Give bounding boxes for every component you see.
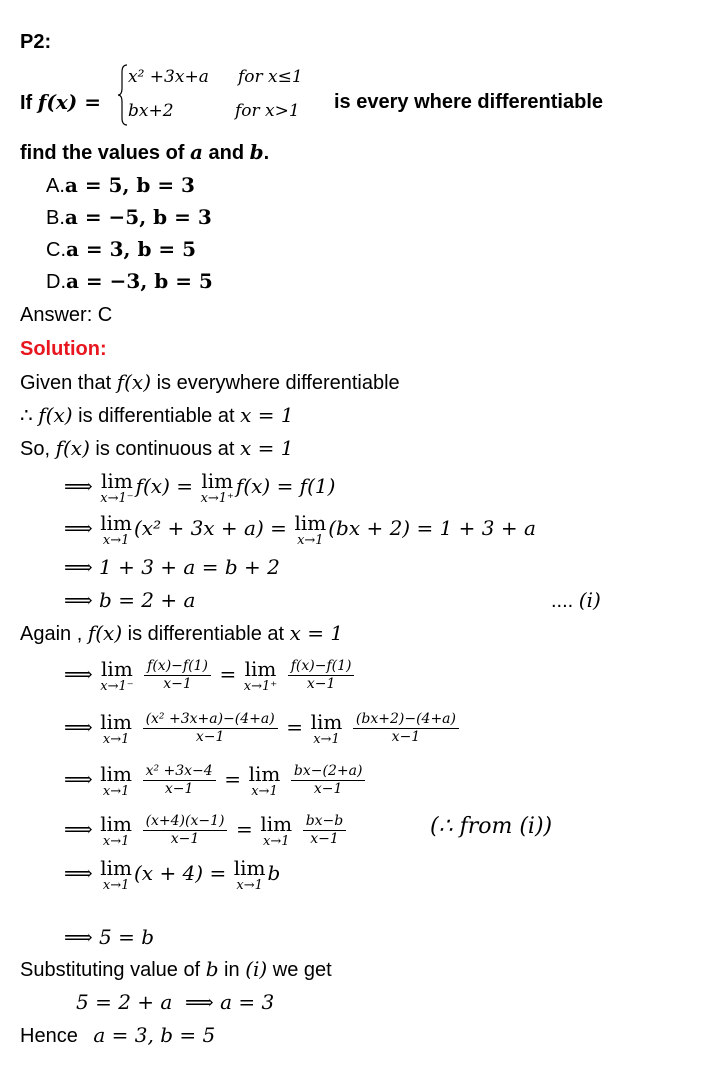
substituting-line: [20, 957, 332, 982]
frac-den: x−1: [164, 781, 194, 798]
continuous-line: [20, 436, 293, 461]
question-if: [20, 90, 101, 115]
frac-den: x−1: [170, 831, 200, 848]
equals-sign: =: [236, 817, 253, 841]
s1-f2: f(x) = f(1): [235, 474, 336, 498]
implies-arrow: ⟹: [64, 817, 93, 841]
option-a: [46, 173, 195, 198]
given-line: [20, 370, 400, 395]
option-a-value: a = 5, b = 3: [64, 173, 195, 197]
step-equation-2: ⟹ b = 2 + a: [64, 588, 196, 612]
subst-mid: in: [218, 959, 246, 981]
d5-expr1: (x + 4) =: [134, 861, 227, 885]
implies-arrow: ⟹: [64, 715, 93, 739]
lim-sub: x→1: [236, 877, 263, 893]
cont-fx: f(x): [55, 436, 90, 460]
lim-word: lim: [100, 510, 132, 535]
equals-sign: =: [286, 715, 304, 739]
implies-arrow: ⟹: [64, 516, 93, 540]
step-limit-expressions: [64, 510, 536, 548]
frac-num: bx−b: [303, 813, 347, 831]
piece1-expr: x² +3x+a: [128, 67, 209, 87]
from-i-note: (∴ from (i)): [430, 814, 553, 839]
option-d: [46, 269, 213, 294]
lim-sub: x→1⁺: [243, 678, 278, 694]
step-result-b: ⟹ 5 = b: [64, 925, 155, 949]
frac-den: x−1: [306, 676, 336, 693]
question-line2-period: .: [263, 142, 270, 164]
therefore-symbol: ∴: [20, 405, 39, 427]
lim-word: lim: [100, 709, 132, 734]
diff-x: x = 1: [240, 403, 294, 427]
cont-pre: So,: [20, 438, 56, 460]
lim-word: lim: [260, 811, 293, 836]
given-fx: f(x): [116, 370, 152, 394]
step-equation-1: ⟹ 1 + 3 + a = b + 2: [64, 555, 280, 579]
frac-num: (bx+2)−(4+a): [353, 711, 459, 729]
equation-ref: [551, 588, 601, 613]
lim-word: lim: [310, 709, 343, 734]
question-line2: [20, 140, 269, 165]
differentiable-line: [20, 403, 294, 428]
again-line: [20, 621, 343, 646]
answer: Answer: C: [20, 304, 113, 326]
implies-arrow: ⟹: [64, 662, 93, 686]
lim-sub: x→1: [102, 877, 130, 893]
s2-expr1: (x² + 3x + a) =: [134, 516, 287, 540]
lim-word: lim: [100, 761, 132, 786]
subst-i: (i): [245, 957, 268, 981]
cont-x: x = 1: [239, 436, 294, 460]
ref-dots: ....: [551, 590, 574, 612]
frac-den: x−1: [195, 729, 225, 746]
equals-sign: =: [224, 767, 242, 791]
lim-word: lim: [244, 656, 277, 681]
subst-b: b: [205, 957, 219, 981]
var-b: b: [249, 140, 264, 164]
hence-label: Hence: [20, 1025, 78, 1047]
solution-heading: Solution:: [20, 338, 107, 360]
lim-word: lim: [101, 468, 133, 493]
frac-den: x−1: [163, 676, 192, 693]
frac-den: x−1: [313, 781, 343, 798]
option-b-value: a = −5, b = 3: [64, 205, 212, 229]
lim-sub: x→1: [102, 532, 130, 548]
option-b: [46, 205, 212, 230]
step-result-a: 5 = 2 + a ⟹ a = 3: [76, 990, 275, 1014]
equals-sign: =: [219, 662, 237, 686]
frac-num: f(x)−f(1): [144, 658, 211, 676]
var-a: a: [190, 140, 203, 164]
question-line2-and: and: [203, 142, 250, 164]
given-post: is everywhere differentiable: [151, 372, 400, 394]
again-fx: f(x): [87, 621, 123, 645]
step-cancel: [64, 853, 280, 894]
diff-mid: is differentiable at: [72, 405, 241, 427]
lim-sub: x→1⁻: [100, 678, 134, 694]
function-label: f(x) =: [37, 90, 101, 114]
lim-sub: x→1: [251, 783, 278, 799]
diff-fx: f(x): [38, 403, 73, 427]
d5-expr2: b: [267, 861, 281, 885]
option-d-label: D.: [46, 271, 66, 293]
lim-word: lim: [294, 510, 327, 535]
lim-word: lim: [100, 855, 132, 880]
frac-num: (x² +3x+a)−(4+a): [143, 711, 278, 729]
frac-num: bx−(2+a): [291, 763, 366, 781]
implies-arrow: ⟹: [64, 861, 93, 885]
cont-mid: is continuous at: [89, 438, 240, 460]
conclusion-line: [20, 1023, 215, 1048]
lim-sub: x→1⁻: [100, 490, 134, 506]
subst-pre: Substituting value of: [20, 959, 206, 981]
question-line2-text: find the values of: [20, 142, 191, 164]
piece2-condition: for x>1: [235, 101, 300, 121]
lim-sub: x→1⁺: [200, 490, 234, 506]
step-substitute-pieces: [64, 703, 462, 752]
implies-arrow: ⟹: [64, 767, 93, 791]
ref-label: (i): [578, 588, 601, 612]
lim-word: lim: [101, 656, 133, 681]
step-simplify: [64, 755, 368, 804]
lim-sub: x→1: [297, 532, 324, 548]
option-d-value: a = −3, b = 5: [66, 269, 213, 293]
if-label: If: [20, 92, 33, 114]
again-mid: is differentiable at: [122, 623, 290, 645]
option-c-label: C.: [46, 239, 66, 261]
lim-sub: x→1: [263, 833, 290, 849]
frac-num: (x+4)(x−1): [143, 813, 228, 831]
subst-post: we get: [267, 959, 332, 981]
option-a-label: A.: [46, 175, 65, 197]
option-b-label: B.: [46, 207, 65, 229]
frac-den: x−1: [310, 831, 339, 848]
lim-word: lim: [100, 811, 132, 836]
again-x: x = 1: [289, 621, 344, 645]
lim-sub: x→1: [102, 783, 130, 799]
step-factor: [64, 805, 349, 854]
frac-num: f(x)−f(1): [288, 658, 355, 676]
lim-sub: x→1: [313, 731, 340, 747]
lim-sub: x→1: [102, 731, 130, 747]
problem-number: P2:: [20, 31, 52, 53]
lim-word: lim: [248, 761, 281, 786]
implies-arrow: ⟹: [64, 474, 93, 498]
lim-sub: x→1: [102, 833, 130, 849]
final-answer: a = 3, b = 5: [93, 1023, 216, 1047]
piecewise-brace: [118, 64, 128, 126]
again-pre: Again ,: [20, 623, 88, 645]
piece2-expr: bx+2: [128, 101, 174, 121]
piece1-condition: for x≤1: [238, 67, 303, 87]
step-limit-equality: [64, 468, 335, 506]
s2-expr2: (bx + 2) = 1 + 3 + a: [328, 516, 536, 540]
option-c-value: a = 3, b = 5: [66, 237, 197, 261]
lim-word: lim: [233, 855, 266, 880]
given-pre: Given that: [20, 372, 117, 394]
option-c: [46, 237, 196, 262]
step-derivative-definition: [64, 650, 357, 699]
frac-den: x−1: [391, 729, 421, 746]
frac-num: x² +3x−4: [143, 763, 216, 781]
s1-f1: f(x) =: [135, 474, 193, 498]
question-condition-text: is every where differentiable: [334, 91, 604, 113]
lim-word: lim: [201, 468, 234, 493]
